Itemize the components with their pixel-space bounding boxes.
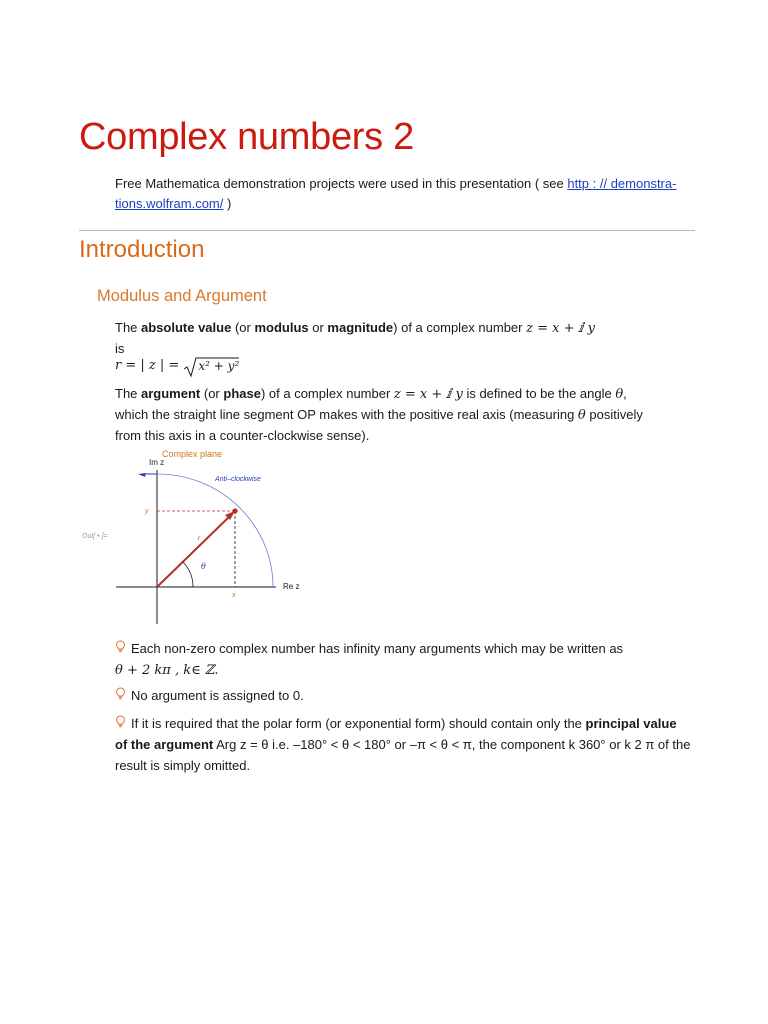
term-argument: argument — [141, 386, 201, 401]
theta-symbol: θ — [615, 387, 624, 402]
bullet-zero — [115, 685, 705, 706]
radius-vector — [157, 515, 231, 587]
radical-sign-icon — [183, 356, 239, 378]
intro-paragraph — [115, 174, 695, 214]
lightbulb-icon — [115, 713, 131, 734]
text-run: positively — [585, 407, 643, 422]
term-of-the-argument: of the argument — [115, 737, 214, 752]
text-run: which the straight line segment OP makes with the positive real axis (measuring — [115, 407, 578, 422]
bullet-arguments — [115, 638, 705, 681]
intro-close: ) — [223, 196, 232, 211]
complex-expression: z = x + ⅈ y — [393, 387, 463, 402]
wolfram-link-part2[interactable]: tions.wolfram.com/ — [115, 196, 224, 211]
text-run: is — [115, 341, 125, 356]
point-p — [232, 508, 237, 513]
text-run: The — [115, 320, 142, 335]
lightbulb-icon — [115, 685, 131, 706]
bullet-principal-value — [115, 713, 705, 776]
r-label: r — [198, 536, 200, 542]
text-run: (or — [200, 386, 224, 401]
arc-arrowhead-icon — [138, 473, 146, 477]
lightbulb-icon — [115, 638, 131, 659]
term-phase: phase — [223, 386, 261, 401]
subsection-title: Modulus and Argument — [97, 287, 267, 305]
radicand: x² + y² — [198, 359, 240, 374]
bullet-text: Arg z = θ i.e. –180° < θ < 180° or –π < θ < π, the component k 360° or k 2 π of the — [213, 737, 691, 752]
arc-label: Anti–clockwise — [215, 476, 261, 483]
wolfram-link-part1[interactable]: http : // demonstra- — [567, 176, 677, 191]
imaginary-axis-label: Im z — [149, 458, 165, 467]
complex-expression: z = x + ⅈ y — [526, 321, 596, 336]
text-run: ) of a complex number — [260, 386, 394, 401]
text-run: or — [308, 320, 328, 335]
x-label: x — [232, 592, 236, 599]
term-magnitude: magnitude — [327, 320, 394, 335]
text-run: The — [115, 386, 142, 401]
modulus-paragraph — [115, 318, 705, 359]
intro-text: Free Mathematica demonstration projects were used in this presentation ( see — [115, 176, 568, 191]
term-modulus: modulus — [254, 320, 309, 335]
section-title: Introduction — [79, 236, 205, 263]
text-run: (or — [231, 320, 255, 335]
theta-symbol: θ — [577, 408, 586, 423]
theta-label: θ — [201, 562, 206, 571]
formula-lhs: r = | z | = — [115, 358, 184, 373]
page-title: Complex numbers 2 — [79, 116, 414, 158]
modulus-formula — [115, 357, 241, 379]
section-divider — [79, 230, 695, 231]
text-run: is defined to be the angle — [462, 386, 616, 401]
diagram-title: Complex plane — [162, 449, 223, 459]
out-cell-label: Out[ • ]= — [82, 533, 108, 540]
text-run: from this axis in a counter-clockwise sense). — [115, 428, 370, 443]
argument-paragraph — [115, 384, 705, 446]
bullet-text: If it is required that the polar form (or exponential form) should contain only the — [131, 716, 586, 731]
real-axis-label: Re z — [283, 582, 300, 591]
text-run: ) of a complex number — [393, 320, 527, 335]
arguments-formula: θ + 2 kπ , k∈ ℤ. — [115, 663, 219, 678]
term-principal-value: principal value — [585, 716, 677, 731]
text-run: , — [623, 386, 627, 401]
y-label: y — [145, 508, 149, 515]
theta-arc — [183, 562, 193, 587]
complex-plane-diagram — [80, 448, 320, 628]
bullet-text: No argument is assigned to 0. — [131, 688, 304, 703]
term-absolute-value: absolute value — [141, 320, 232, 335]
bullet-text: result is simply omitted. — [115, 758, 251, 773]
square-root — [183, 358, 241, 373]
bullet-text: Each non-zero complex number has infinity many arguments which may be written as — [131, 641, 624, 656]
